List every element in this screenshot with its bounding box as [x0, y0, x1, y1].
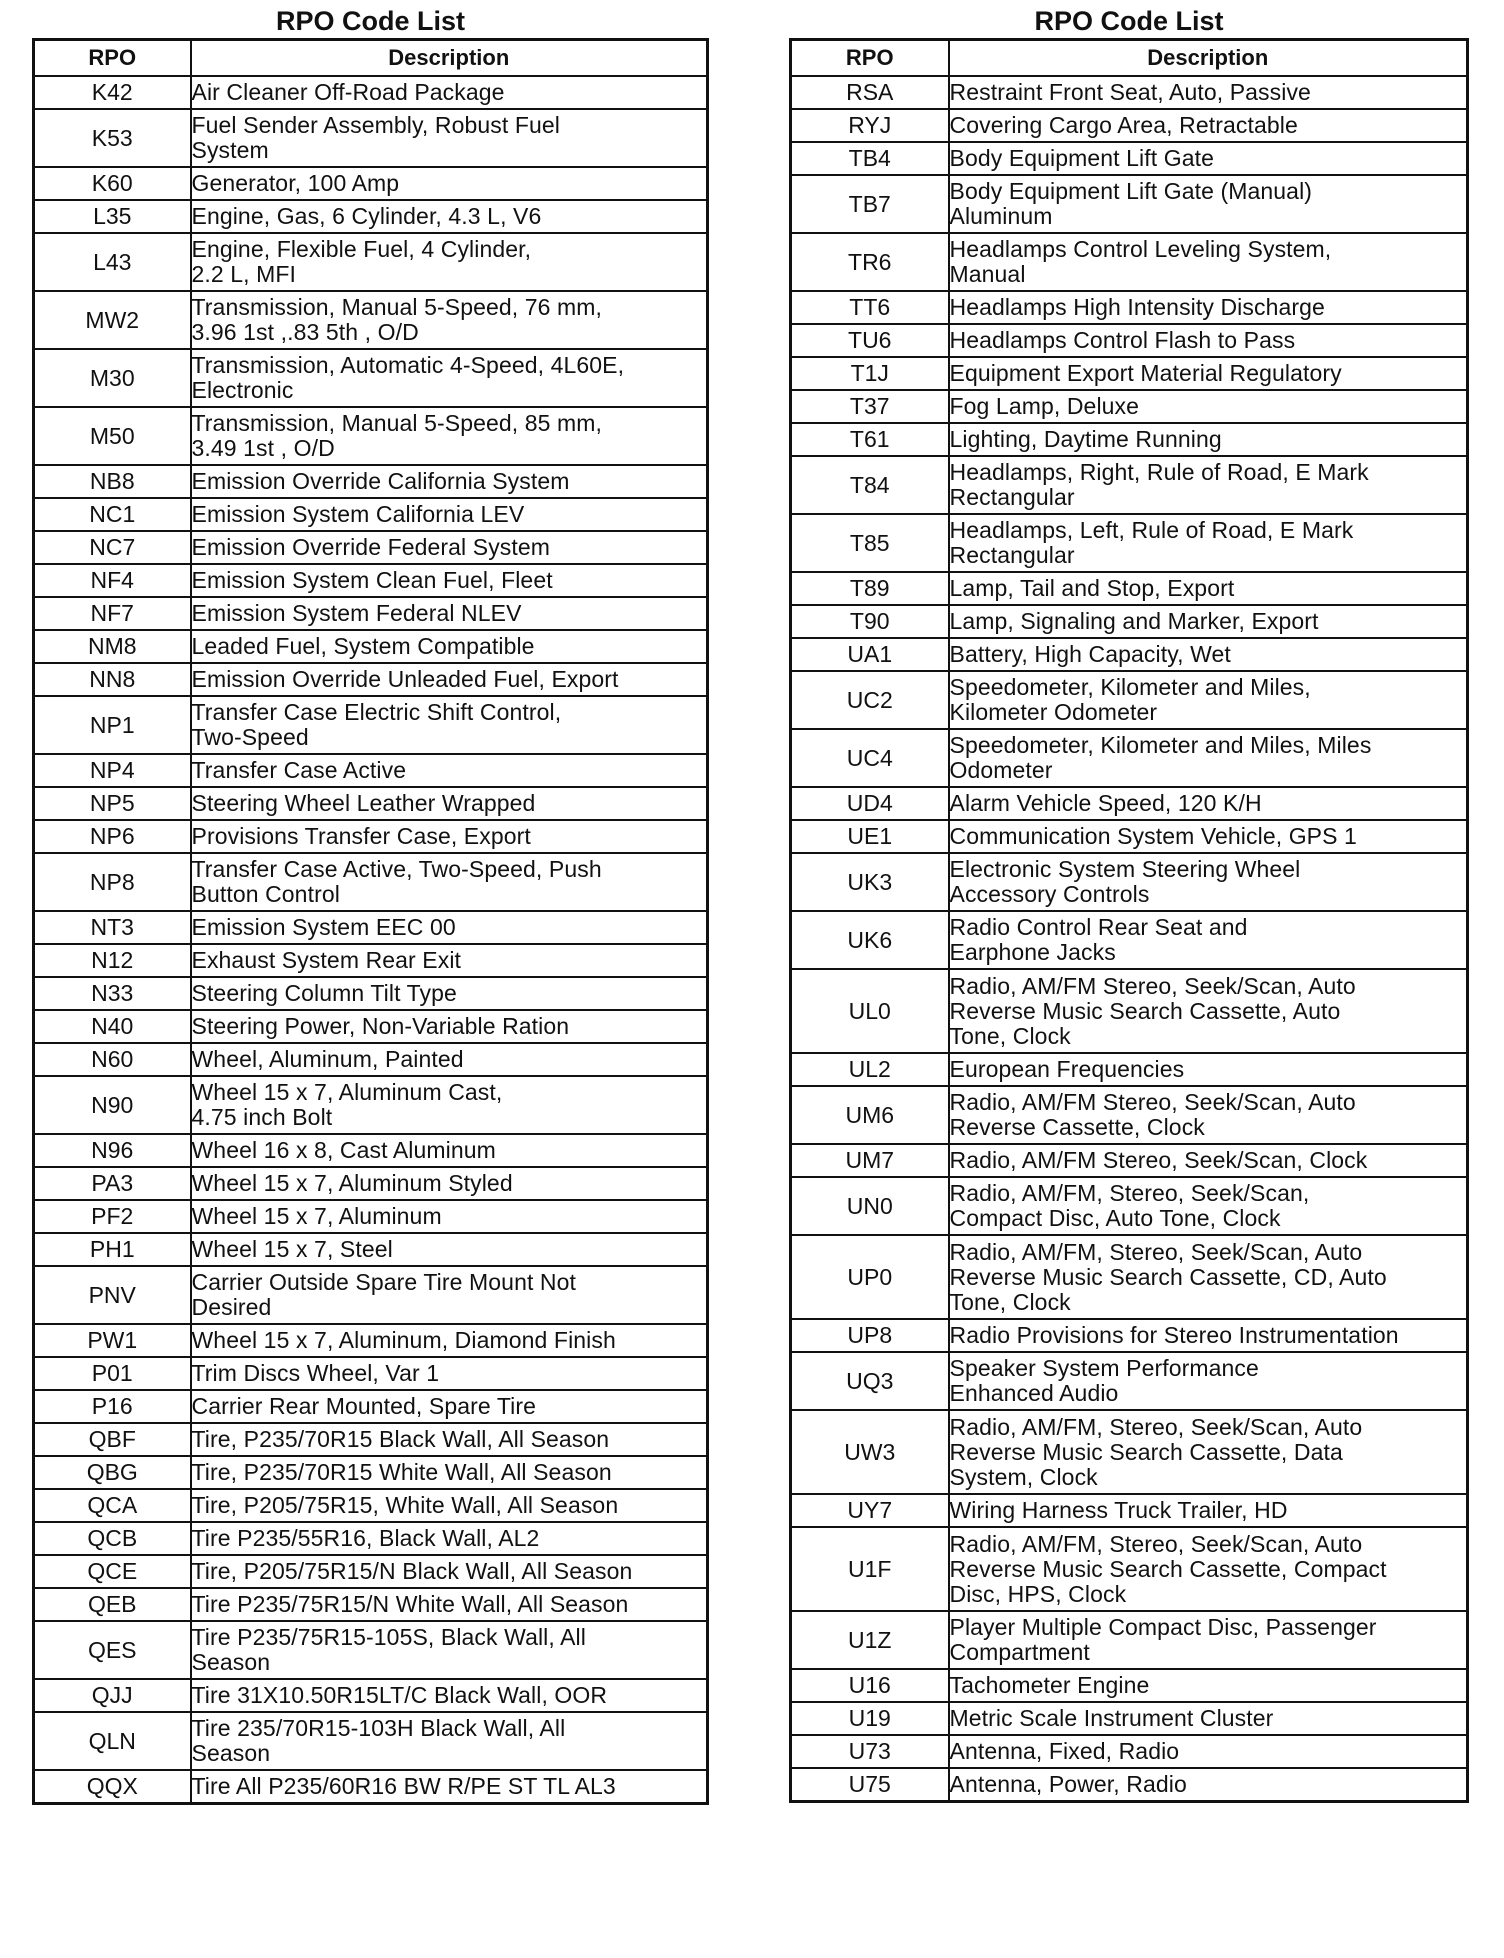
description-cell: Fog Lamp, Deluxe — [949, 390, 1468, 423]
table-row — [791, 514, 1468, 572]
rpo-code-cell: T84 — [791, 456, 949, 514]
description-cell: Radio Control Rear Seat and Earphone Jacks — [949, 911, 1468, 969]
description-cell: Wheel 15 x 7, Aluminum, Diamond Finish — [191, 1324, 708, 1357]
rpo-code-cell: QQX — [34, 1770, 191, 1804]
table-row — [34, 663, 708, 696]
description-cell: Carrier Outside Spare Tire Mount Not Desired — [191, 1266, 708, 1324]
description-cell: Body Equipment Lift Gate (Manual) Aluminum — [949, 175, 1468, 233]
rpo-code-cell: UM7 — [791, 1144, 949, 1177]
rpo-code-cell: T61 — [791, 423, 949, 456]
table-row — [34, 787, 708, 820]
table-row — [34, 1233, 708, 1266]
table-row — [791, 605, 1468, 638]
rpo-code-cell: NP4 — [34, 754, 191, 787]
table-row — [791, 76, 1468, 109]
rpo-code-cell: NB8 — [34, 465, 191, 498]
description-cell: Radio, AM/FM Stereo, Seek/Scan, Clock — [949, 1144, 1468, 1177]
description-cell: Headlamps Control Flash to Pass — [949, 324, 1468, 357]
description-cell: Antenna, Fixed, Radio — [949, 1735, 1468, 1768]
table-row — [791, 1319, 1468, 1352]
rpo-code-cell: UL2 — [791, 1053, 949, 1086]
rpo-code-cell: L43 — [34, 233, 191, 291]
table-row — [34, 1200, 708, 1233]
table-row — [34, 1423, 708, 1456]
description-cell: Covering Cargo Area, Retractable — [949, 109, 1468, 142]
description-cell: Tire 31X10.50R15LT/C Black Wall, OOR — [191, 1679, 708, 1712]
table-row — [34, 1266, 708, 1324]
description-cell: Generator, 100 Amp — [191, 167, 708, 200]
rpo-code-cell: UP8 — [791, 1319, 949, 1352]
table-row — [791, 357, 1468, 390]
description-cell: Wheel 15 x 7, Aluminum Styled — [191, 1167, 708, 1200]
right-column — [789, 0, 1469, 1803]
table-row — [34, 1712, 708, 1770]
rpo-code-cell: TB7 — [791, 175, 949, 233]
table-row — [34, 1770, 708, 1804]
table-row — [791, 1086, 1468, 1144]
description-cell: Emission Override Federal System — [191, 531, 708, 564]
rpo-code-cell: PF2 — [34, 1200, 191, 1233]
table-row — [791, 1410, 1468, 1494]
description-cell: Transmission, Automatic 4-Speed, 4L60E, Electronic — [191, 349, 708, 407]
description-cell: Engine, Gas, 6 Cylinder, 4.3 L, V6 — [191, 200, 708, 233]
description-cell: Wheel 15 x 7, Aluminum Cast, 4.75 inch Bolt — [191, 1076, 708, 1134]
description-cell: Metric Scale Instrument Cluster — [949, 1702, 1468, 1735]
rpo-code-cell: TB4 — [791, 142, 949, 175]
description-cell: Body Equipment Lift Gate — [949, 142, 1468, 175]
table-row — [34, 407, 708, 465]
rpo-code-cell: N12 — [34, 944, 191, 977]
rpo-code-cell: UK6 — [791, 911, 949, 969]
description-cell: Speedometer, Kilometer and Miles, Miles Odometer — [949, 729, 1468, 787]
description-cell: Radio, AM/FM, Stereo, Seek/Scan, Compact Disc, Auto Tone, Clock — [949, 1177, 1468, 1235]
rpo-code-cell: L35 — [34, 200, 191, 233]
description-cell: Antenna, Power, Radio — [949, 1768, 1468, 1802]
rpo-code-cell: U73 — [791, 1735, 949, 1768]
table-row — [791, 1144, 1468, 1177]
rpo-code-cell: N60 — [34, 1043, 191, 1076]
table-row — [34, 564, 708, 597]
table-row — [791, 233, 1468, 291]
table-row — [34, 1456, 708, 1489]
description-cell: Radio, AM/FM Stereo, Seek/Scan, Auto Reverse Music Search Cassette, Auto Tone, Clock — [949, 969, 1468, 1053]
table-row — [34, 597, 708, 630]
description-cell: Fuel Sender Assembly, Robust Fuel System — [191, 109, 708, 167]
rpo-code-cell: RYJ — [791, 109, 949, 142]
description-cell: Headlamps High Intensity Discharge — [949, 291, 1468, 324]
description-cell: Steering Power, Non-Variable Ration — [191, 1010, 708, 1043]
rpo-code-cell: T1J — [791, 357, 949, 390]
table-row — [791, 671, 1468, 729]
table-row — [791, 1669, 1468, 1702]
rpo-code-cell: N33 — [34, 977, 191, 1010]
rpo-code-cell: NT3 — [34, 911, 191, 944]
description-cell: Tire, P205/75R15/N Black Wall, All Season — [191, 1555, 708, 1588]
rpo-code-cell: N96 — [34, 1134, 191, 1167]
table-row — [34, 911, 708, 944]
rpo-code-cell: UC2 — [791, 671, 949, 729]
rpo-code-cell: UP0 — [791, 1235, 949, 1319]
description-cell: Radio Provisions for Stereo Instrumentation — [949, 1319, 1468, 1352]
description-cell: Tire, P235/70R15 Black Wall, All Season — [191, 1423, 708, 1456]
description-cell: Emission Override California System — [191, 465, 708, 498]
table-row — [34, 1679, 708, 1712]
rpo-code-cell: NP1 — [34, 696, 191, 754]
rpo-code-cell: QCE — [34, 1555, 191, 1588]
rpo-code-cell: QCB — [34, 1522, 191, 1555]
description-cell: Lamp, Tail and Stop, Export — [949, 572, 1468, 605]
description-cell: Transfer Case Active — [191, 754, 708, 787]
table-row — [791, 109, 1468, 142]
description-cell: Emission System Federal NLEV — [191, 597, 708, 630]
table-row — [791, 1702, 1468, 1735]
table-row — [34, 853, 708, 911]
rpo-code-cell: NF7 — [34, 597, 191, 630]
table-header-row — [34, 40, 708, 77]
description-cell: Wheel 16 x 8, Cast Aluminum — [191, 1134, 708, 1167]
description-cell: Tire 235/70R15-103H Black Wall, All Season — [191, 1712, 708, 1770]
description-cell: Headlamps, Right, Rule of Road, E Mark Rectangular — [949, 456, 1468, 514]
description-cell: Lamp, Signaling and Marker, Export — [949, 605, 1468, 638]
table-row — [791, 638, 1468, 671]
table-row — [791, 1235, 1468, 1319]
description-cell: Restraint Front Seat, Auto, Passive — [949, 76, 1468, 109]
description-cell: Battery, High Capacity, Wet — [949, 638, 1468, 671]
rpo-code-cell: NC1 — [34, 498, 191, 531]
description-cell: Alarm Vehicle Speed, 120 K/H — [949, 787, 1468, 820]
table-row — [34, 1390, 708, 1423]
rpo-code-cell: QES — [34, 1621, 191, 1679]
table-row — [791, 1352, 1468, 1410]
description-cell: Tire, P205/75R15, White Wall, All Season — [191, 1489, 708, 1522]
description-cell: Emission System Clean Fuel, Fleet — [191, 564, 708, 597]
description-cell: Exhaust System Rear Exit — [191, 944, 708, 977]
table-row — [34, 349, 708, 407]
table-row — [34, 465, 708, 498]
table-row — [34, 1588, 708, 1621]
description-cell: Engine, Flexible Fuel, 4 Cylinder, 2.2 L, MFI — [191, 233, 708, 291]
left-rpo-table — [32, 38, 709, 1805]
rpo-code-cell: TR6 — [791, 233, 949, 291]
rpo-code-cell: PNV — [34, 1266, 191, 1324]
rpo-code-cell: UC4 — [791, 729, 949, 787]
description-cell: Air Cleaner Off-Road Package — [191, 76, 708, 109]
rpo-code-cell: MW2 — [34, 291, 191, 349]
description-cell: Equipment Export Material Regulatory — [949, 357, 1468, 390]
table-row — [791, 820, 1468, 853]
table-row — [34, 1489, 708, 1522]
table-header-row — [791, 40, 1468, 77]
rpo-code-cell: M50 — [34, 407, 191, 465]
description-cell: Electronic System Steering Wheel Accessory Controls — [949, 853, 1468, 911]
description-cell: Lighting, Daytime Running — [949, 423, 1468, 456]
rpo-code-cell: UW3 — [791, 1410, 949, 1494]
right-table-body — [791, 76, 1468, 1802]
rpo-code-cell: QCA — [34, 1489, 191, 1522]
description-cell: Transfer Case Electric Shift Control, Two-Speed — [191, 696, 708, 754]
rpo-code-cell: QLN — [34, 1712, 191, 1770]
table-row — [34, 1010, 708, 1043]
rpo-column-header: RPO — [791, 40, 949, 77]
description-column-header: Description — [949, 40, 1468, 77]
rpo-code-cell: TT6 — [791, 291, 949, 324]
table-row — [791, 969, 1468, 1053]
description-cell: Radio, AM/FM Stereo, Seek/Scan, Auto Reverse Cassette, Clock — [949, 1086, 1468, 1144]
rpo-code-cell: T37 — [791, 390, 949, 423]
table-row — [791, 1611, 1468, 1669]
rpo-code-cell: T89 — [791, 572, 949, 605]
rpo-code-cell: U1Z — [791, 1611, 949, 1669]
table-row — [791, 423, 1468, 456]
table-row — [791, 729, 1468, 787]
table-row — [34, 944, 708, 977]
table-row — [791, 1053, 1468, 1086]
rpo-code-cell: T85 — [791, 514, 949, 572]
table-row — [791, 324, 1468, 357]
rpo-code-cell: UL0 — [791, 969, 949, 1053]
rpo-code-cell: T90 — [791, 605, 949, 638]
table-row — [34, 1043, 708, 1076]
rpo-code-cell: NP5 — [34, 787, 191, 820]
rpo-code-cell: TU6 — [791, 324, 949, 357]
rpo-code-cell: UA1 — [791, 638, 949, 671]
table-row — [791, 853, 1468, 911]
table-row — [791, 1494, 1468, 1527]
description-cell: Transmission, Manual 5-Speed, 76 mm, 3.96 1st ,.83 5th , O/D — [191, 291, 708, 349]
description-cell: Wheel 15 x 7, Aluminum — [191, 1200, 708, 1233]
table-row — [791, 142, 1468, 175]
rpo-code-cell: U16 — [791, 1669, 949, 1702]
rpo-code-cell: UN0 — [791, 1177, 949, 1235]
table-row — [34, 977, 708, 1010]
right-table-title: RPO Code List — [1034, 6, 1224, 36]
rpo-code-cell: K42 — [34, 76, 191, 109]
table-row — [34, 1134, 708, 1167]
table-row — [791, 1735, 1468, 1768]
table-row — [791, 175, 1468, 233]
description-cell: Communication System Vehicle, GPS 1 — [949, 820, 1468, 853]
table-row — [34, 109, 708, 167]
table-row — [34, 200, 708, 233]
description-cell: Tire All P235/60R16 BW R/PE ST TL AL3 — [191, 1770, 708, 1804]
table-row — [34, 754, 708, 787]
description-cell: Tire P235/55R16, Black Wall, AL2 — [191, 1522, 708, 1555]
table-row — [34, 233, 708, 291]
rpo-code-cell: U19 — [791, 1702, 949, 1735]
description-cell: Headlamps, Left, Rule of Road, E Mark Rectangular — [949, 514, 1468, 572]
description-cell: Radio, AM/FM, Stereo, Seek/Scan, Auto Reverse Music Search Cassette, CD, Auto Tone, Clock — [949, 1235, 1468, 1319]
rpo-code-cell: QBG — [34, 1456, 191, 1489]
table-row — [34, 1555, 708, 1588]
table-row — [791, 1177, 1468, 1235]
table-row — [34, 630, 708, 663]
description-cell: Wiring Harness Truck Trailer, HD — [949, 1494, 1468, 1527]
description-cell: Provisions Transfer Case, Export — [191, 820, 708, 853]
rpo-code-cell: QJJ — [34, 1679, 191, 1712]
description-cell: Radio, AM/FM, Stereo, Seek/Scan, Auto Reverse Music Search Cassette, Data System, Clock — [949, 1410, 1468, 1494]
rpo-code-cell: NC7 — [34, 531, 191, 564]
table-row — [34, 696, 708, 754]
rpo-code-cell: P16 — [34, 1390, 191, 1423]
rpo-code-cell: K53 — [34, 109, 191, 167]
description-column-header: Description — [191, 40, 708, 77]
left-table-title: RPO Code List — [275, 6, 465, 36]
table-row — [791, 291, 1468, 324]
rpo-code-cell: N40 — [34, 1010, 191, 1043]
rpo-code-cell: UD4 — [791, 787, 949, 820]
rpo-code-cell: UQ3 — [791, 1352, 949, 1410]
rpo-column-header: RPO — [34, 40, 191, 77]
table-row — [791, 572, 1468, 605]
rpo-code-cell: UE1 — [791, 820, 949, 853]
table-row — [34, 820, 708, 853]
rpo-code-cell: UM6 — [791, 1086, 949, 1144]
rpo-code-cell: PA3 — [34, 1167, 191, 1200]
rpo-code-cell: NP6 — [34, 820, 191, 853]
rpo-code-cell: K60 — [34, 167, 191, 200]
description-cell: Transmission, Manual 5-Speed, 85 mm, 3.49 1st , O/D — [191, 407, 708, 465]
table-row — [34, 1324, 708, 1357]
table-row — [34, 291, 708, 349]
rpo-code-cell: NN8 — [34, 663, 191, 696]
rpo-code-cell: P01 — [34, 1357, 191, 1390]
rpo-code-cell: NF4 — [34, 564, 191, 597]
description-cell: Steering Wheel Leather Wrapped — [191, 787, 708, 820]
description-cell: Transfer Case Active, Two-Speed, Push Button Control — [191, 853, 708, 911]
description-cell: Emission System California LEV — [191, 498, 708, 531]
table-row — [34, 167, 708, 200]
description-cell: Steering Column Tilt Type — [191, 977, 708, 1010]
rpo-code-cell: PH1 — [34, 1233, 191, 1266]
rpo-code-cell: UY7 — [791, 1494, 949, 1527]
description-cell: Headlamps Control Leveling System, Manual — [949, 233, 1468, 291]
description-cell: Radio, AM/FM, Stereo, Seek/Scan, Auto Reverse Music Search Cassette, Compact Disc, HPS, Clock — [949, 1527, 1468, 1611]
description-cell: Tire, P235/70R15 White Wall, All Season — [191, 1456, 708, 1489]
table-row — [791, 1768, 1468, 1802]
rpo-code-cell: NP8 — [34, 853, 191, 911]
left-column — [32, 0, 709, 1805]
table-row — [791, 787, 1468, 820]
right-rpo-table — [789, 38, 1469, 1803]
description-cell: Wheel, Aluminum, Painted — [191, 1043, 708, 1076]
table-row — [791, 1527, 1468, 1611]
rpo-code-cell: U75 — [791, 1768, 949, 1802]
description-cell: Carrier Rear Mounted, Spare Tire — [191, 1390, 708, 1423]
table-row — [34, 1522, 708, 1555]
table-row — [34, 76, 708, 109]
left-table-body — [34, 76, 708, 1804]
rpo-code-cell: PW1 — [34, 1324, 191, 1357]
table-row — [34, 498, 708, 531]
table-row — [34, 1621, 708, 1679]
description-cell: Speaker System Performance Enhanced Audio — [949, 1352, 1468, 1410]
table-row — [791, 456, 1468, 514]
description-cell: Speedometer, Kilometer and Miles, Kilometer Odometer — [949, 671, 1468, 729]
rpo-code-cell: NM8 — [34, 630, 191, 663]
description-cell: Player Multiple Compact Disc, Passenger Compartment — [949, 1611, 1468, 1669]
rpo-code-cell: QBF — [34, 1423, 191, 1456]
rpo-code-cell: UK3 — [791, 853, 949, 911]
description-cell: Emission System EEC 00 — [191, 911, 708, 944]
description-cell: Tire P235/75R15-105S, Black Wall, All Season — [191, 1621, 708, 1679]
rpo-code-cell: RSA — [791, 76, 949, 109]
table-row — [34, 1357, 708, 1390]
rpo-code-cell: QEB — [34, 1588, 191, 1621]
table-row — [34, 1167, 708, 1200]
description-cell: European Frequencies — [949, 1053, 1468, 1086]
description-cell: Tire P235/75R15/N White Wall, All Season — [191, 1588, 708, 1621]
table-row — [34, 531, 708, 564]
description-cell: Wheel 15 x 7, Steel — [191, 1233, 708, 1266]
description-cell: Trim Discs Wheel, Var 1 — [191, 1357, 708, 1390]
table-row — [791, 390, 1468, 423]
rpo-code-cell: M30 — [34, 349, 191, 407]
description-cell: Emission Override Unleaded Fuel, Export — [191, 663, 708, 696]
table-row — [791, 911, 1468, 969]
description-cell: Leaded Fuel, System Compatible — [191, 630, 708, 663]
rpo-code-cell: U1F — [791, 1527, 949, 1611]
rpo-code-cell: N90 — [34, 1076, 191, 1134]
description-cell: Tachometer Engine — [949, 1669, 1468, 1702]
table-row — [34, 1076, 708, 1134]
